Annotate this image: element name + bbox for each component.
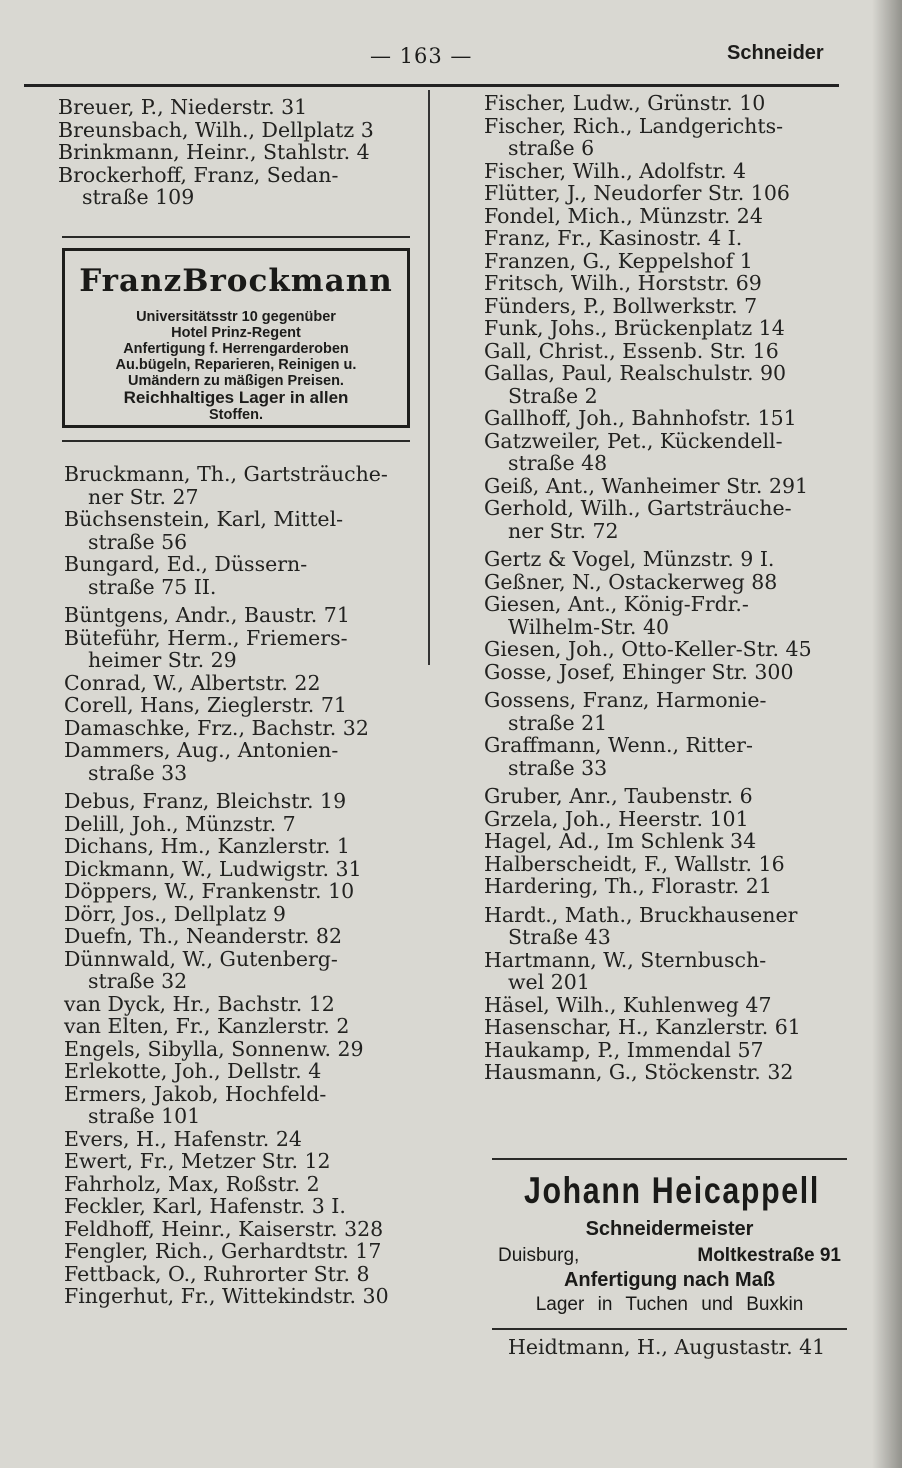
directory-entry (64, 1015, 444, 1038)
directory-entry (484, 272, 854, 295)
directory-entry (64, 672, 444, 695)
directory-entry (64, 717, 444, 740)
directory-entry (484, 92, 854, 115)
page-edge-shadow (872, 0, 902, 1468)
ad2-role: Schneidermeister (585, 1218, 754, 1240)
directory-entry (64, 1060, 444, 1083)
entry-line: Ermers, Jakob, Hochfeld- (64, 1081, 327, 1106)
entry-continuation: heimer Str. 29 (88, 648, 237, 672)
directory-entry (484, 994, 854, 1017)
entry-line: Fischer, Rich., Landgerichts- (484, 113, 784, 138)
entry-line: Dörr, Jos., Dellplatz 9 (64, 901, 286, 926)
entry-line: Halberscheidt, F., Wallstr. 16 (484, 851, 785, 876)
entry-line: Büteführ, Herm., Friemers- (64, 625, 348, 650)
entry-line: Damaschke, Frz., Bachstr. 32 (64, 715, 369, 740)
entry-line: Dammers, Aug., Antonien- (64, 738, 339, 762)
entry-continuation: Straße 43 (508, 925, 611, 949)
entry-line: Fahrholz, Max, Roßstr. 2 (64, 1171, 320, 1196)
directory-entry (64, 463, 444, 508)
entry-line: Hardering, Th., Florastr. 21 (484, 874, 772, 898)
directory-entry (64, 813, 444, 836)
directory-entry (64, 553, 444, 598)
entry-continuation: ner Str. 27 (88, 484, 199, 509)
entry-line: Hardt., Math., Bruckhausener (484, 902, 798, 927)
directory-entry (484, 875, 854, 898)
directory-entry (484, 904, 854, 949)
directory-entry (484, 1016, 854, 1039)
header-rule (24, 84, 839, 87)
ad-divider-bottom (62, 440, 410, 442)
entry-line: Breuer, P., Niederstr. 31 (58, 95, 308, 119)
entry-line: Dickmann, W., Ludwigstr. 31 (64, 856, 362, 881)
entry-line: van Dyck, Hr., Bachstr. 12 (64, 991, 335, 1016)
entry-line: Graffmann, Wenn., Ritter- (484, 733, 753, 757)
directory-entry (484, 734, 854, 779)
directory-entry (484, 182, 854, 205)
entry-continuation: straße 21 (508, 710, 608, 735)
directory-entry (64, 1128, 444, 1151)
directory-entry (484, 160, 854, 183)
directory-entry (484, 689, 854, 734)
left-column-bottom (64, 463, 444, 1308)
entry-line: Erlekotte, Joh., Dellstr. 4 (64, 1059, 322, 1083)
entry-line: Fettback, O., Ruhrorter Str. 8 (64, 1261, 370, 1286)
entry-line: Feckler, Karl, Hafenstr. 3 I. (64, 1194, 346, 1218)
directory-entry (484, 638, 854, 661)
directory-entry (484, 949, 854, 994)
entry-line: Dünnwald, W., Gutenberg- (64, 946, 338, 971)
directory-entry (64, 1285, 444, 1308)
entry-line: Haukamp, P., Immendal 57 (484, 1037, 764, 1062)
entry-line: Gruber, Anr., Taubenstr. 6 (484, 784, 753, 808)
entry-line: Debus, Franz, Bleichstr. 19 (64, 789, 347, 813)
entry-line: Gatzweiler, Pet., Kückendell- (484, 428, 783, 453)
entry-continuation: straße 56 (88, 529, 188, 554)
entry-line: Brinkmann, Heinr., Stahlstr. 4 (58, 140, 370, 164)
ad-line: Anfertigung f. Herrengarderoben (123, 341, 349, 357)
directory-entry (64, 835, 444, 858)
entry-line: Hausmann, G., Stöckenstr. 32 (484, 1060, 794, 1084)
directory-entry (64, 627, 444, 672)
entry-line: Hagel, Ad., Im Schlenk 34 (484, 829, 757, 853)
directory-entry (64, 1083, 444, 1128)
directory-entry (484, 205, 854, 228)
directory-entry (484, 1061, 854, 1084)
ad2-make: Anfertigung nach Maß (563, 1269, 776, 1291)
entry-line: Franz, Fr., Kasinostr. 4 I. (484, 226, 743, 250)
heicappell-advertisement (492, 1170, 847, 1316)
entry-line: Geßner, N., Ostackerweg 88 (484, 569, 778, 594)
brockmann-advertisement (62, 248, 410, 428)
page-number: — 163 — (370, 44, 473, 68)
directory-entry (64, 903, 444, 926)
right-column (484, 92, 854, 1084)
entry-line: Büchsenstein, Karl, Mittel- (64, 507, 344, 531)
directory-entry (64, 790, 444, 813)
directory-entry (484, 808, 854, 831)
entry-line: Gallas, Paul, Realschulstr. 90 (484, 361, 787, 385)
entry-line: Fengler, Rich., Gerhardtstr. 17 (64, 1239, 382, 1263)
entry-line: Büntgens, Andr., Baustr. 71 (64, 603, 350, 627)
ad2-name: Johann Heicappell (523, 1170, 820, 1211)
entry-line: Bungard, Ed., Düssern- (64, 552, 308, 576)
entry-line: Dichans, Hm., Kanzlerstr. 1 (64, 834, 350, 858)
ad2-street: Moltkestraße 91 (697, 1245, 841, 1266)
entry-line: Fünders, P., Bollwerkstr. 7 (484, 293, 758, 318)
entry-line: Gall, Christ., Essenb. Str. 16 (484, 338, 779, 363)
directory-entry (484, 250, 854, 273)
entry-line: Gertz & Vogel, Münzstr. 9 I. (484, 547, 775, 571)
directory-entry (484, 227, 854, 250)
entry-line: Duefn, Th., Neanderstr. 82 (64, 924, 342, 948)
directory-entry (64, 1195, 444, 1218)
ad-line: Umändern zu mäßigen Preisen. (128, 373, 344, 389)
entry-line: Brockerhoff, Franz, Sedan- (58, 162, 339, 187)
entry-continuation: straße 48 (508, 451, 608, 475)
entry-line: Fondel, Mich., Münzstr. 24 (484, 203, 763, 228)
entry-line: Fischer, Ludw., Grünstr. 10 (484, 91, 766, 115)
directory-entry (484, 785, 854, 808)
entry-continuation: wel 201 (508, 970, 590, 994)
directory-entry (64, 948, 444, 993)
entry-line: Fingerhut, Fr., Wittekindstr. 30 (64, 1284, 389, 1308)
directory-entry (58, 119, 428, 142)
directory-entry (64, 739, 444, 784)
entry-line: Gossens, Franz, Harmonie- (484, 688, 767, 712)
entry-line: Grzela, Joh., Heerstr. 101 (484, 806, 749, 831)
entry-line: Franzen, G., Keppelshof 1 (484, 248, 753, 273)
entry-line: Döppers, W., Frankenstr. 10 (64, 879, 355, 903)
entry-continuation: Wilhelm-Str. 40 (508, 614, 670, 639)
ad-divider-top (62, 236, 410, 238)
entry-line: Fischer, Wilh., Adolfstr. 4 (484, 158, 747, 183)
ad-line: Universitätsstr 10 gegenüber (136, 309, 336, 325)
ad-line: Stoffen. (209, 407, 263, 423)
entry-continuation: Straße 2 (508, 383, 598, 408)
directory-entry (484, 475, 854, 498)
directory-entry (484, 430, 854, 475)
directory-entry (484, 1039, 854, 1062)
entry-continuation: straße 6 (508, 136, 595, 160)
directory-entry (484, 593, 854, 638)
entry-line: Corell, Hans, Zieglerstr. 71 (64, 693, 347, 717)
entry-continuation: ner Str. 72 (508, 518, 619, 543)
directory-entry (64, 694, 444, 717)
directory-entry (64, 993, 444, 1016)
directory-entry (64, 1218, 444, 1241)
entry-continuation: straße 109 (82, 185, 195, 209)
entry-continuation: straße 75 II. (88, 574, 217, 599)
ad-title: FranzBrockmann (79, 263, 393, 299)
running-head: Schneider (727, 42, 824, 64)
directory-entry (484, 362, 854, 407)
entry-line: van Elten, Fr., Kanzlerstr. 2 (64, 1014, 350, 1038)
directory-entry (484, 853, 854, 876)
entry-line: Evers, H., Hafenstr. 24 (64, 1126, 302, 1151)
directory-entry (64, 858, 444, 881)
directory-entry (58, 141, 428, 164)
entry-continuation: straße 33 (508, 755, 608, 780)
entry-line: Gosse, Josef, Ehinger Str. 300 (484, 659, 794, 684)
directory-entry (64, 1150, 444, 1173)
entry-line: Flütter, J., Neudorfer Str. 106 (484, 181, 790, 205)
entry-line: Ewert, Fr., Metzer Str. 12 (64, 1149, 331, 1173)
entry-line: Häsel, Wilh., Kuhlenweg 47 (484, 992, 772, 1017)
directory-entry (484, 661, 854, 684)
ad2-divider-bottom (492, 1328, 847, 1330)
ad2-divider-top (492, 1158, 847, 1160)
directory-entry (484, 571, 854, 594)
directory-entry (64, 1240, 444, 1263)
entry-line: Feldhoff, Heinr., Kaiserstr. 328 (64, 1216, 384, 1241)
directory-entry (484, 295, 854, 318)
directory-entry (64, 604, 444, 627)
directory-entry (484, 830, 854, 853)
entry-line: Fritsch, Wilh., Horststr. 69 (484, 271, 762, 295)
entry-line: Hartmann, W., Sternbusch- (484, 947, 767, 972)
entry-line: Bruckmann, Th., Gartsträuche- (64, 462, 388, 486)
directory-entry (484, 340, 854, 363)
directory-entry (484, 497, 854, 542)
entry-line: Gerhold, Wilh., Gartsträuche- (484, 496, 792, 520)
entry-line: Funk, Johs., Brückenplatz 14 (484, 316, 785, 340)
entry-line: Giesen, Ant., König-Frdr.- (484, 592, 749, 616)
directory-entry (484, 317, 854, 340)
last-entry: Heidtmann, H., Augustastr. 41 (508, 1335, 826, 1359)
entry-continuation: straße 32 (88, 969, 188, 993)
ad2-city: Duisburg, (498, 1245, 580, 1266)
directory-entry (484, 548, 854, 571)
ad-line: Hotel Prinz-Regent (171, 325, 301, 341)
entry-line: Gallhoff, Joh., Bahnhofstr. 151 (484, 406, 797, 430)
entry-continuation: straße 101 (88, 1104, 201, 1128)
directory-entry (58, 96, 428, 119)
directory-entry (64, 880, 444, 903)
entry-line: Delill, Joh., Münzstr. 7 (64, 811, 296, 836)
entry-line: Hasenschar, H., Kanzlerstr. 61 (484, 1015, 801, 1039)
directory-entry (64, 1038, 444, 1061)
directory-entry (58, 164, 428, 209)
directory-entry (484, 115, 854, 160)
entry-line: Engels, Sibylla, Sonnenw. 29 (64, 1036, 364, 1061)
entry-continuation: straße 33 (88, 760, 188, 785)
entry-line: Breunsbach, Wilh., Dellplatz 3 (58, 117, 374, 142)
directory-entry (64, 508, 444, 553)
entry-line: Geiß, Ant., Wanheimer Str. 291 (484, 473, 809, 498)
directory-entry (64, 925, 444, 948)
ad2-stock: Lager in Tuchen und Buxkin (535, 1294, 804, 1315)
directory-entry (484, 407, 854, 430)
left-column-top (58, 96, 428, 209)
entry-line: Giesen, Joh., Otto-Keller-Str. 45 (484, 637, 812, 661)
ad-line: Reichhaltiges Lager in allen (123, 388, 349, 407)
page-header (0, 36, 902, 76)
ad-line: Au.bügeln, Reparieren, Reinigen u. (115, 357, 357, 373)
entry-line: Conrad, W., Albertstr. 22 (64, 670, 321, 695)
directory-entry (64, 1173, 444, 1196)
directory-entry (64, 1263, 444, 1286)
